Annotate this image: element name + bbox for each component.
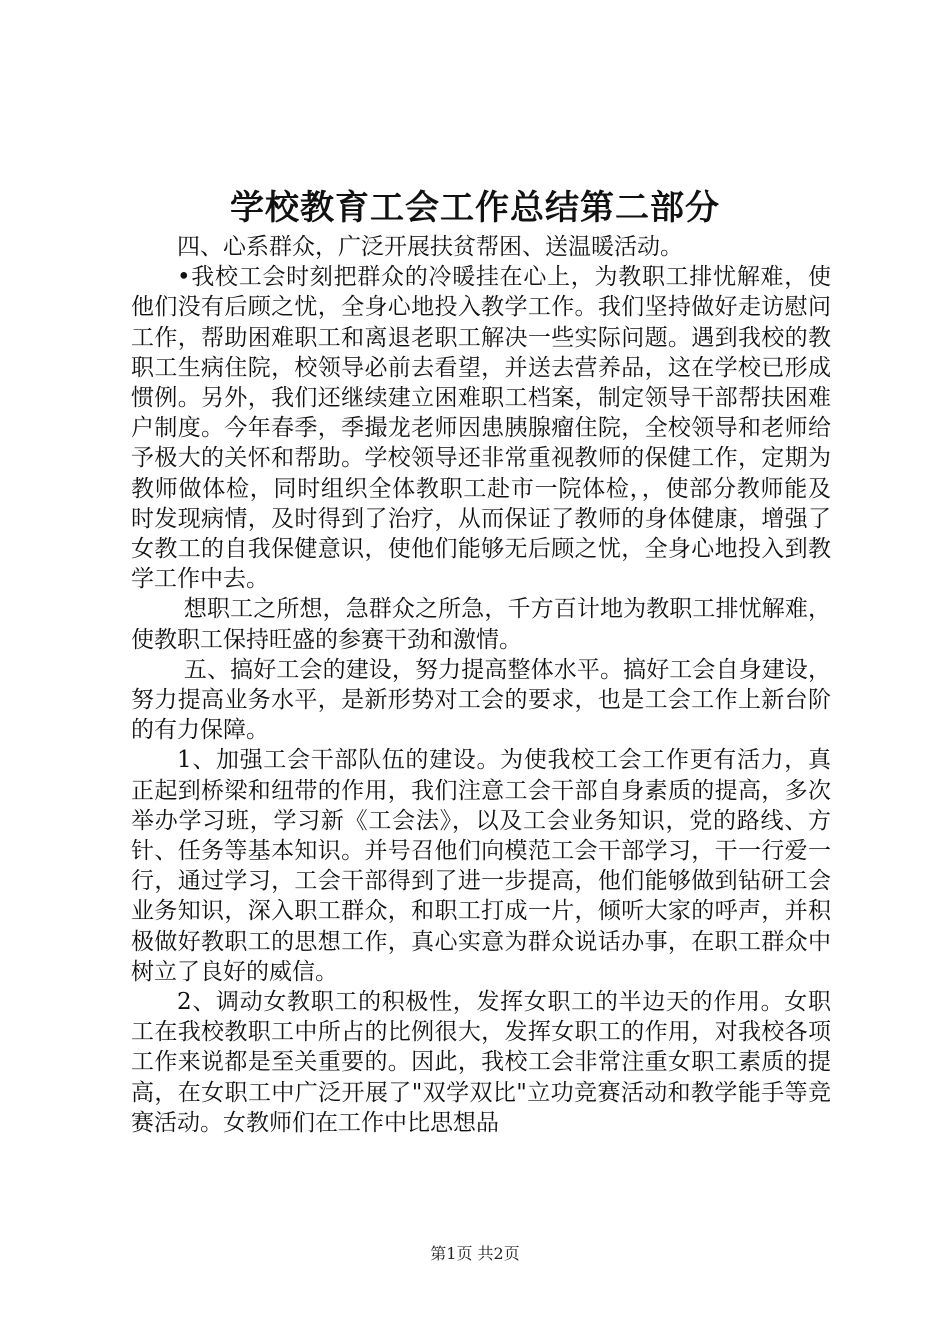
paragraph-section-four-heading: 四、心系群众，广泛开展扶贫帮困、送温暖活动。	[177, 234, 683, 260]
paragraph-section-five-heading: 五、搞好工会的建设，努力提高整体水平。搞好工会自身建设，努力提高业务水平，是新形势对工会的要求，也是工会工作上新台阶的有力保障。	[131, 656, 831, 744]
paragraph-care-for-staff: •我校工会时刻把群众的冷暖挂在心上，为教职工排忧解难，使他们没有后顾之忧，全身心地投入教学工作。我们坚持做好走访慰问工作，帮助困难职工和离退老职工解决一些实际问题。遇到我校的教职工生病住院，校领导必前去看望，并送去营养品，这在学校已形成惯例。另外，我们还继续建立困难职工档案，制定领导干部帮扶困难户制度。今年春季，季撮龙老师因患胰腺瘤住院，全校领导和老师给予极大的关怀和帮助。学校领导还非常重视教师的保健工作，定期为教师做体检，同时组织全体教职工赴市一院体检，，使部分教师能及时发现病情，及时得到了治疗，从而保证了教师的身体健康，增强了女教工的自我保健意识，使他们能够无后顾之忧，全身心地投入到教学工作中去。	[131, 264, 831, 593]
paragraph-staff-concerns: 想职工之所想，急群众之所急，千方百计地为教职工排忧解难，使教职工保持旺盛的参赛干劲和激情。	[131, 596, 831, 653]
paragraph-cadre-building: 1、加强工会干部队伍的建设。为使我校工会工作更有活力，真正起到桥梁和纽带的作用，我们注意工会干部自身素质的提高，多次举办学习班，学习新《工会法》，以及工会业务知识，党的路线、方针、任务等基本知识。并号召他们向模范工会干部学习，干一行爱一行，通过学习，工会干部得到了进一步提高，他们能够做到钻研工会业务知识，深入职工群众，和职工打成一片，倾听大家的呼声，并积极做好教职工的思想工作，真心实意为群众说话办事，在职工群众中树立了良好的威信。	[131, 747, 831, 985]
document-body	[131, 232, 831, 1138]
paragraph-female-staff: 2、调动女教职工的积极性，发挥女职工的半边天的作用。女职工在我校教职工中所占的比例很大，发挥女职工的作用，对我校各项工作来说都是至关重要的。因此，我校工会非常注重女职工素质的提高，在女职工中广泛开展了"双学双比"立功竞赛活动和教学能手等竞赛活动。女教师们在工作中比思想品	[131, 989, 831, 1136]
document-title: 学校教育工会工作总结第二部分	[230, 188, 720, 228]
page-number-footer: 第1页 共2页	[430, 1244, 520, 1263]
